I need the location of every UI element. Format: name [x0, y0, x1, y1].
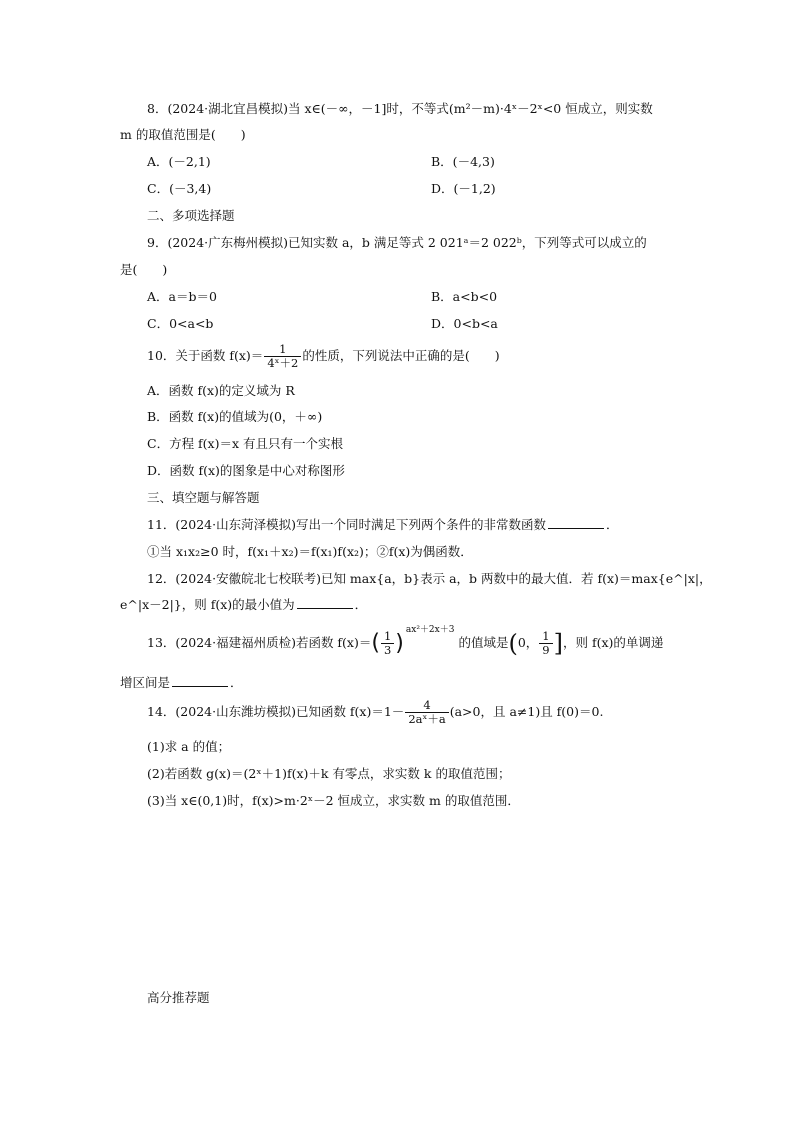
- q13-range-left-paren: (: [508, 629, 518, 658]
- q13-answer-blank[interactable]: [172, 674, 228, 687]
- q13-range-right-bracket: ]: [553, 629, 563, 658]
- q12-stem-line2: [120, 596, 367, 614]
- q12-stem-end: ．: [354, 597, 368, 612]
- q9-option-d: D．0<b<a: [431, 316, 498, 331]
- q14-stem-prefix: 14．(2024·山东潍坊模拟)已知函数 f(x)＝1－: [147, 704, 405, 719]
- q10-stem-suffix: 的性质，下列说法中正确的是( ): [302, 348, 500, 363]
- q11-stem-line1: [147, 516, 618, 534]
- q13-stem-line1: [147, 626, 663, 660]
- q14-stem-suffix: (a>0，且 a≠1)且 f(0)＝0.: [449, 704, 604, 719]
- q12-answer-blank[interactable]: [297, 596, 353, 609]
- q13-base-fraction: [381, 630, 394, 657]
- q13-range-numerator: 1: [539, 630, 552, 644]
- q10-option-d: D．函数 f(x)的图象是中心对称图形: [147, 463, 345, 478]
- q11-answer-blank[interactable]: [548, 516, 604, 529]
- q8-option-b: B．(－4,3): [431, 154, 495, 169]
- q10-option-c: C．方程 f(x)＝x 有且只有一个实根: [147, 436, 343, 451]
- q13-exponent: ax²＋2x＋3: [405, 624, 455, 635]
- q14-fraction-denominator: 2aˣ＋a: [408, 712, 446, 726]
- q13-stem-text: 增区间是: [120, 675, 171, 690]
- q10-option-a: A．函数 f(x)的定义域为 R: [147, 383, 295, 398]
- q11-stem-end: ．: [605, 517, 619, 532]
- q8-option-c: C．(－3,4): [147, 181, 212, 196]
- q9-option-c: C．0<a<b: [147, 316, 214, 331]
- q14-part-3: (3)当 x∈(0,1)时，f(x)>m·2ˣ－2 恒成立，求实数 m 的取值范围．: [147, 793, 520, 808]
- q13-stem-middle: 的值域是: [458, 635, 509, 650]
- q13-stem-prefix: 13．(2024·福建福州质检)若函数 f(x)＝: [147, 635, 372, 650]
- q8-option-d: D．(－1,2): [431, 181, 496, 196]
- q13-range-fraction: [539, 630, 552, 657]
- q9-option-a: A．a＝b＝0: [147, 289, 217, 304]
- q13-stem-suffix: ，则 f(x)的单调递: [563, 635, 664, 650]
- section-multiple-choice-heading: 二、多项选择题: [147, 208, 235, 223]
- q8-stem-line1: 8．(2024·湖北宜昌模拟)当 x∈(－∞，－1]时，不等式(m²－m)·4ˣ－2ˣ<0 恒成立，则实数: [147, 101, 653, 116]
- q13-base-left-paren: (: [371, 630, 380, 656]
- q8-option-a: A．(－2,1): [147, 154, 211, 169]
- q10-stem-prefix: 10．关于函数 f(x)＝: [147, 348, 264, 363]
- q8-stem-line2: m 的取值范围是( ): [120, 127, 246, 142]
- q13-stem-end: ．: [230, 675, 243, 690]
- q13-range-denominator: 9: [542, 643, 550, 657]
- q14-fraction-numerator: 4: [405, 699, 448, 713]
- q13-range-left: 0，: [517, 635, 539, 650]
- q10-fraction: [264, 343, 301, 370]
- q9-stem-line1: 9．(2024·广东梅州模拟)已知实数 a，b 满足等式 2 021ᵃ＝2 022ᵇ，下列等式可以成立的: [147, 235, 647, 250]
- recommended-questions-heading: 高分推荐题: [147, 990, 210, 1005]
- q12-stem-text: e^|x－2|}，则 f(x)的最小值为: [120, 597, 295, 612]
- q10-option-b: B．函数 f(x)的值域为(0，＋∞): [147, 409, 323, 424]
- q11-stem-text: 11．(2024·山东菏泽模拟)写出一个同时满足下列两个条件的非常数函数: [147, 517, 546, 532]
- q13-base-denominator: 3: [383, 643, 392, 657]
- section-fill-and-solve-heading: 三、填空题与解答题: [147, 490, 260, 505]
- q14-stem: [147, 697, 603, 727]
- q14-fraction: [405, 699, 448, 726]
- q10-stem: [147, 341, 500, 371]
- q13-base-numerator: 1: [381, 630, 394, 644]
- q9-option-b: B．a<b<0: [431, 289, 498, 304]
- q13-stem-line2: [120, 674, 243, 692]
- q10-fraction-denominator: 4ˣ＋2: [267, 356, 299, 370]
- q9-stem-line2: 是( ): [120, 262, 168, 277]
- q13-base-right-paren: ): [395, 630, 404, 656]
- q12-stem-line1: 12．(2024·安徽皖北七校联考)已知 max{a，b}表示 a，b 两数中的最大值．若 f(x)＝max{e^|x|，: [147, 571, 712, 586]
- q14-part-1: (1)求 a 的值；: [147, 739, 231, 754]
- q10-fraction-numerator: 1: [264, 343, 301, 357]
- q11-conditions: ①当 x₁x₂≥0 时，f(x₁＋x₂)＝f(x₁)f(x₂)；②f(x)为偶函数．: [147, 544, 473, 559]
- q14-part-2: (2)若函数 g(x)＝(2ˣ＋1)f(x)＋k 有零点，求实数 k 的取值范围；: [147, 766, 511, 781]
